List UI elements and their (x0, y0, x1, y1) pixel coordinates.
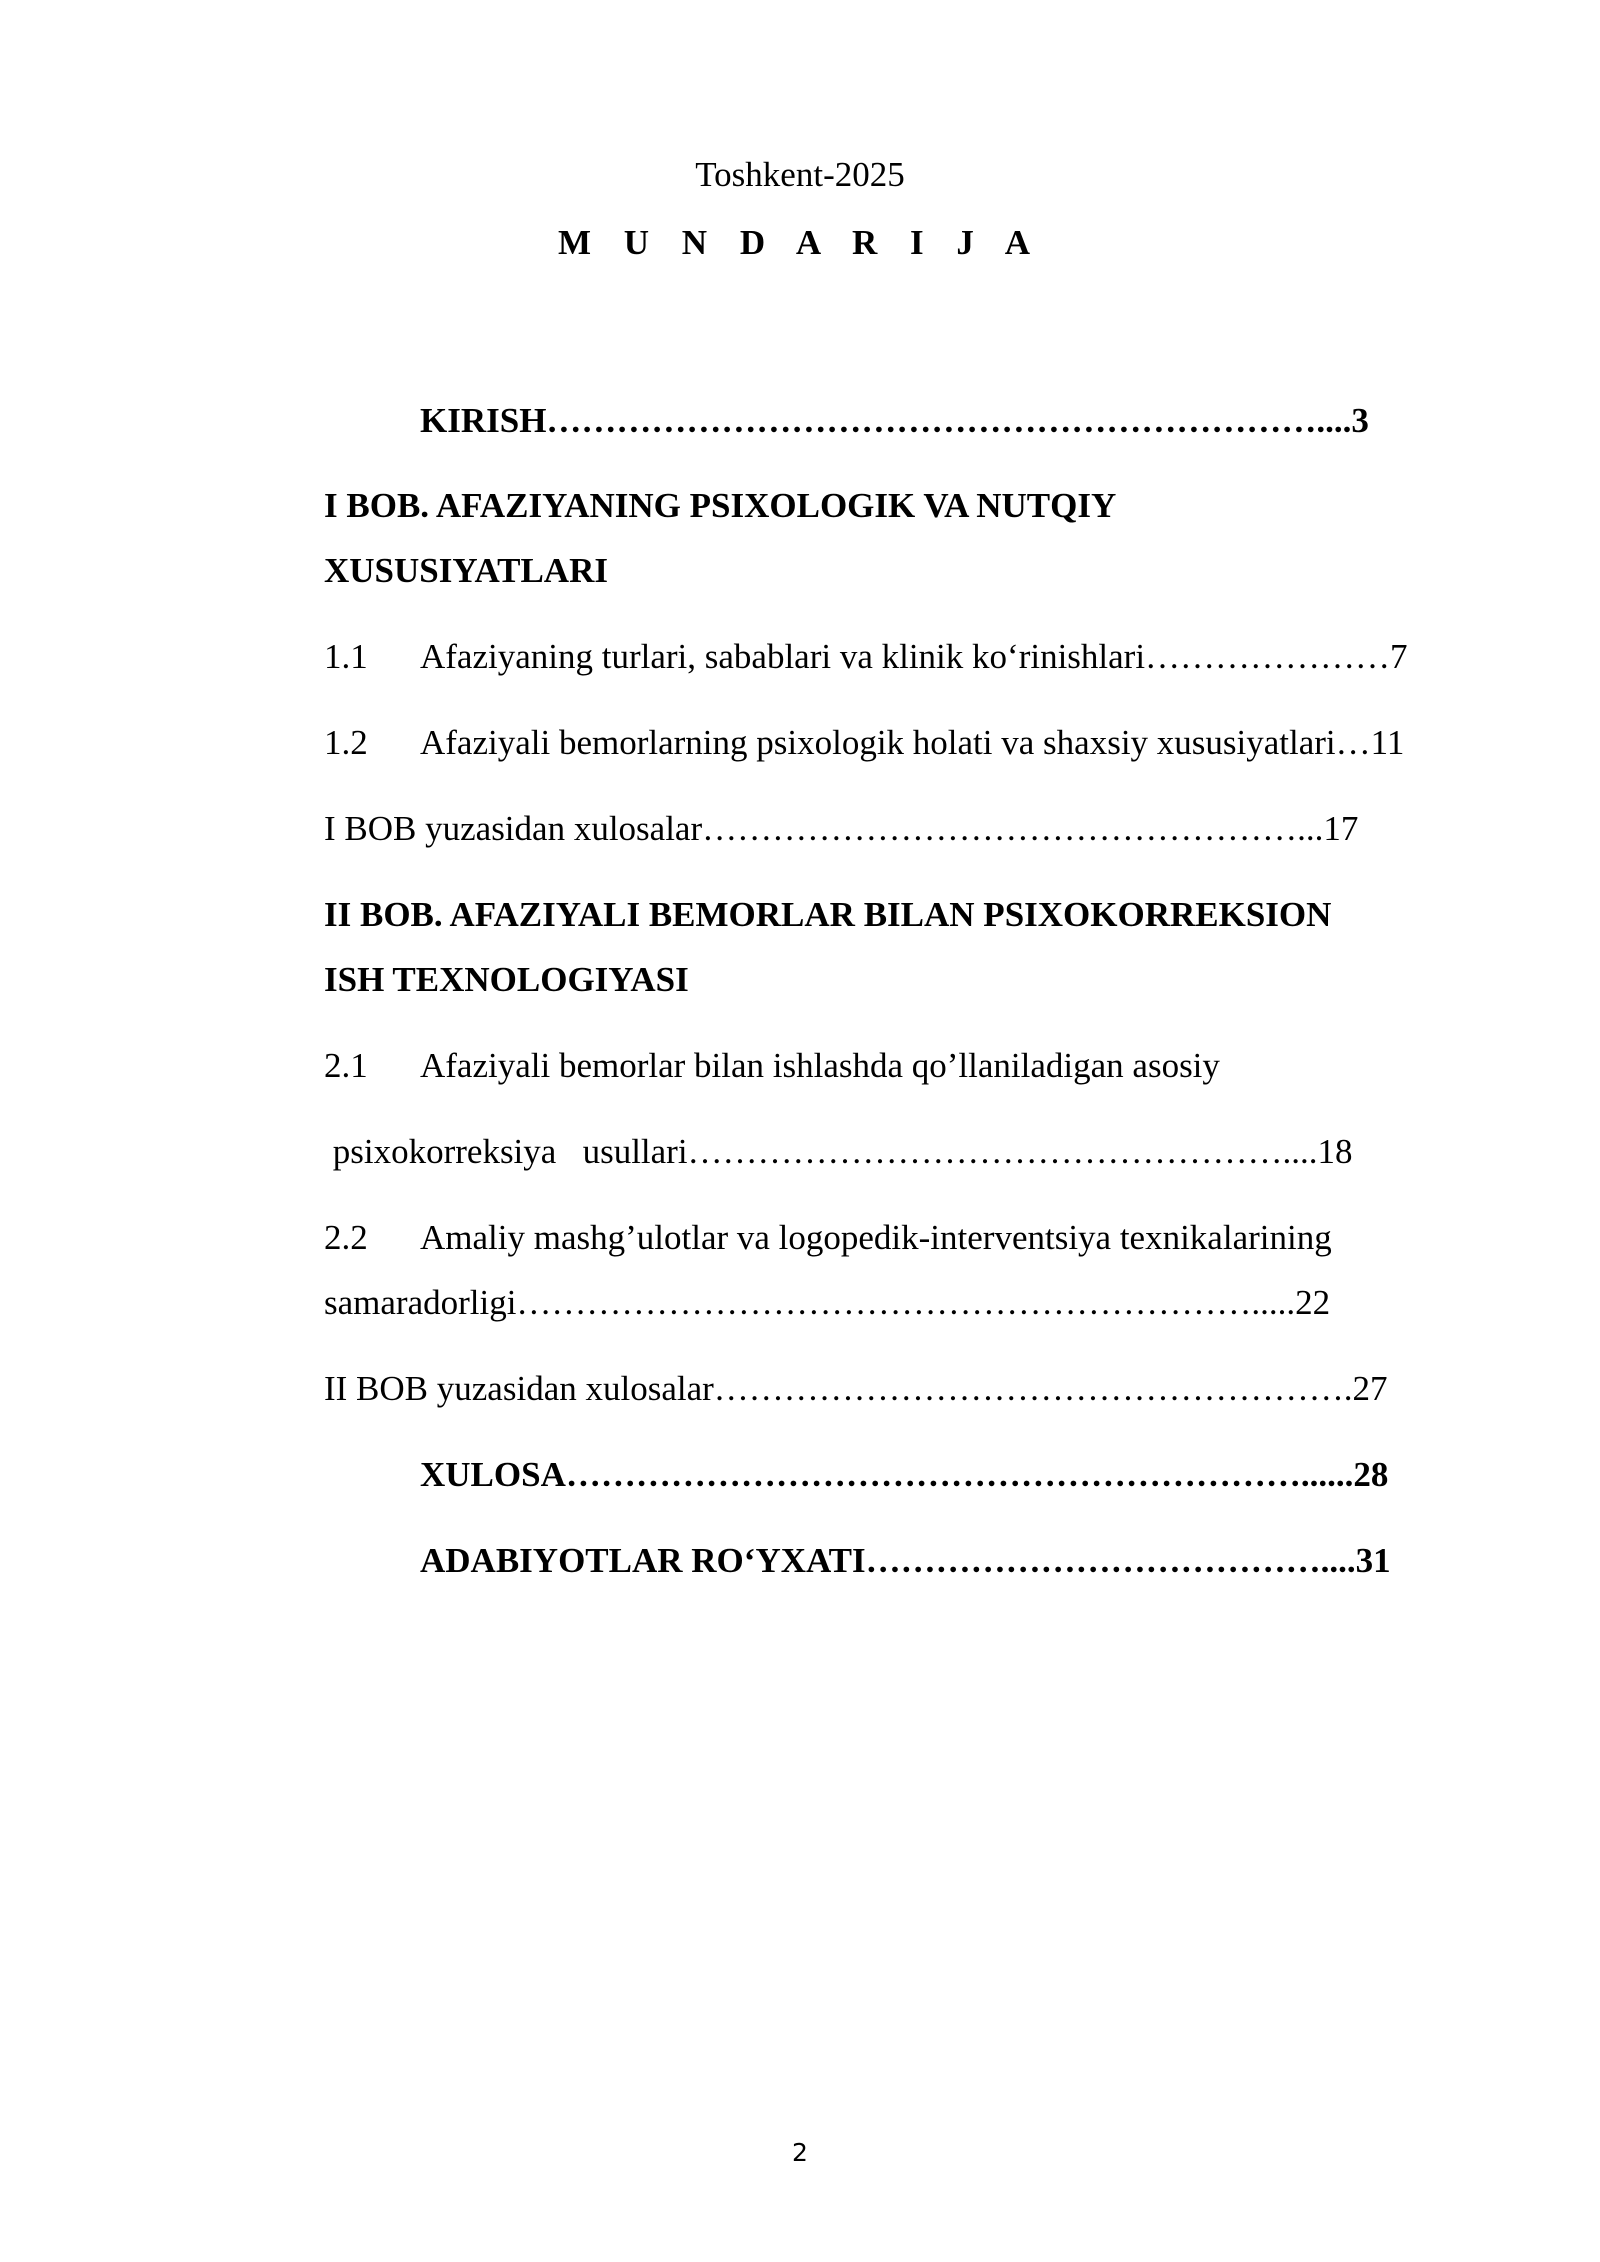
toc-entry-adabiyotlar: ADABIYOTLAR RO‘YXATI…………………………………....31 (420, 1541, 1391, 1580)
section-number: 1.1 (324, 637, 368, 676)
city-year: Toshkent-2025 (695, 155, 905, 194)
toc-chapter1-title-line1: I BOB. AFAZIYANING PSIXOLOGIK VA NUTQIY (324, 486, 1117, 525)
toc-entry-1-1 (324, 632, 1408, 682)
toc-entry-chapter1-conclusion: I BOB yuzasidan xulosalar……………………………………………...17 (324, 809, 1359, 848)
section-title: Afaziyali bemorlarning psixologik holati va shaxsiy xususiyatlari…11 (420, 723, 1405, 762)
section-title: Afaziyaning turlari, sabablari va klinik ko‘rinishlari…………………7 (420, 637, 1408, 676)
toc-chapter1-title-line2: XUSUSIYATLARI (324, 551, 608, 590)
toc-title: M U N D A R I J A (557, 223, 1043, 262)
section-title: Amaliy mashg’ulotlar va logopedik-interventsiya texnikalarining (420, 1218, 1332, 1257)
toc-chapter2-title-line2: ISH TEXNOLOGIYASI (324, 960, 689, 999)
toc-entry-2-2 (324, 1213, 1332, 1263)
toc-entry-kirish: KIRISH…………………………………………………………....3 (420, 401, 1369, 440)
page-number: 2 (792, 2138, 808, 2167)
section-number: 2.1 (324, 1046, 368, 1085)
section-title: Afaziyali bemorlar bilan ishlashda qo’llaniladigan asosiy (420, 1046, 1220, 1085)
section-number: 1.2 (324, 723, 368, 762)
toc-entry-2-2-continuation: samaradorligi……………………………………………………….....22 (324, 1283, 1331, 1322)
toc-entry-xulosa: XULOSA………………………………………………………......28 (420, 1455, 1389, 1494)
toc-entry-2-1-continuation: psixokorreksiya usullari……………………………………………....18 (324, 1132, 1353, 1171)
toc-chapter2-title-line1: II BOB. AFAZIYALI BEMORLAR BILAN PSIXOKORREKSION (324, 895, 1332, 934)
section-number: 2.2 (324, 1218, 368, 1257)
toc-entry-2-1 (324, 1041, 1220, 1091)
toc-entry-1-2 (324, 718, 1404, 768)
toc-entry-chapter2-conclusion: II BOB yuzasidan xulosalar……………………………………………….27 (324, 1369, 1388, 1408)
